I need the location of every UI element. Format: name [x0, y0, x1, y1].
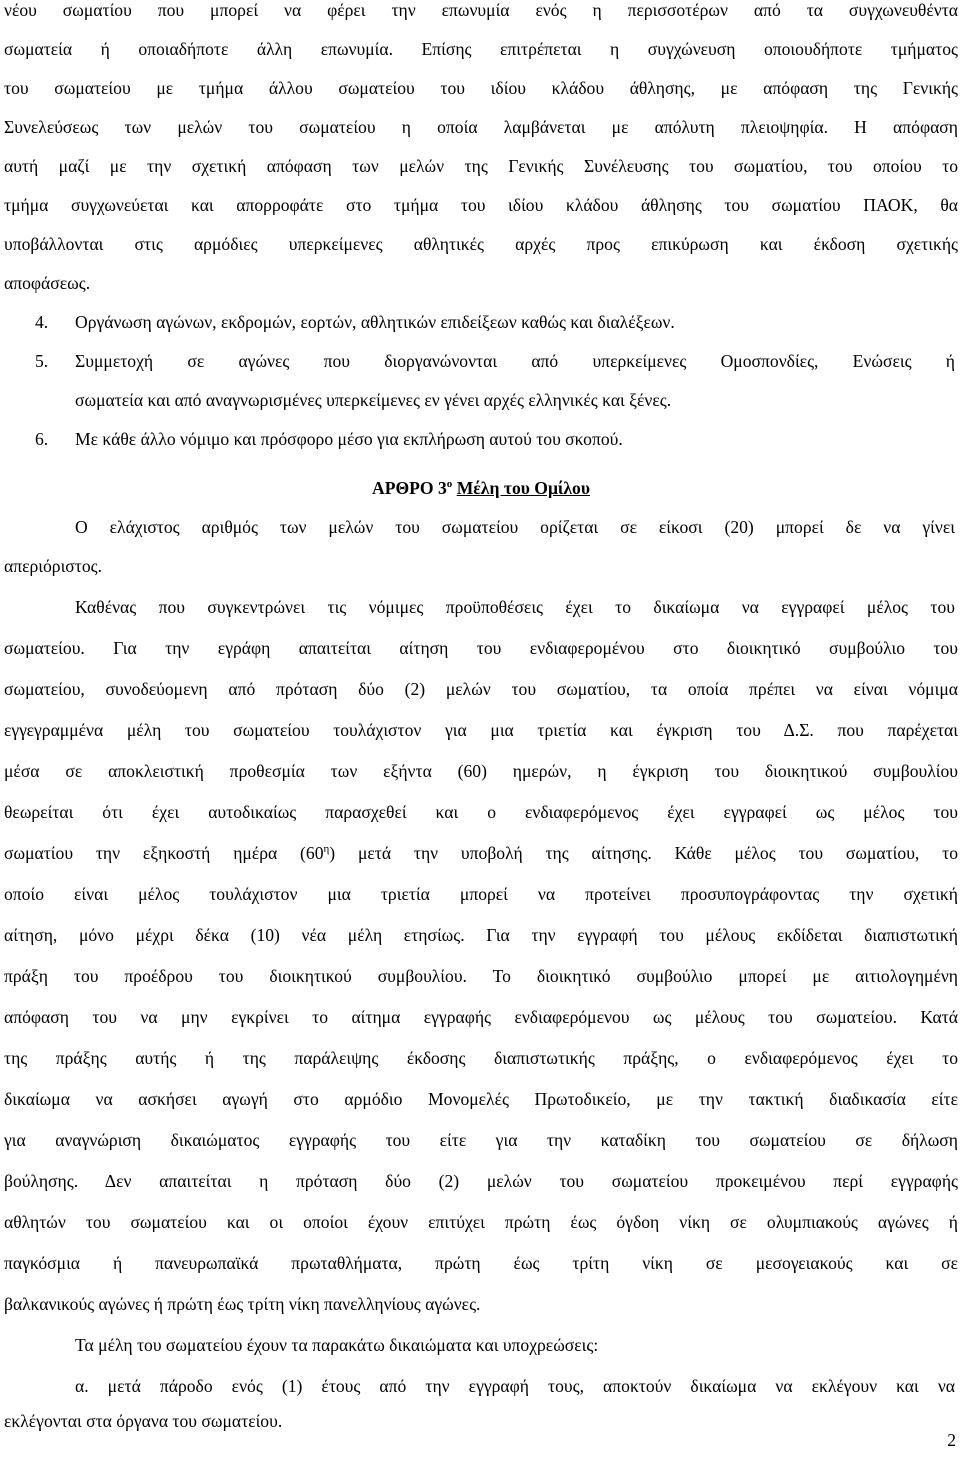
paragraph-3-line: για αναγνώριση δικαιώματος εγγραφής του είτε για την καταδίκη του σωματείου σε δήλωση	[4, 1130, 958, 1150]
paragraph-3-line: παγκόσμια ή πανευρωπαϊκά πρωταθλήματα, πρώτη έως τρίτη νίκη σε μεσογειακούς και σε	[4, 1253, 958, 1273]
paragraph-5-line: εκλέγονται στα όργανα του σωματείου.	[4, 1411, 283, 1431]
article-number: ΑΡΘΡΟ 3	[372, 478, 447, 498]
superscript: η	[323, 843, 330, 856]
paragraph-3-line: αίτηση, μόνο μέχρι δέκα (10) νέα μέλη ετησίως. Για την εγγραφή του μέλους εκδίδεται διαπιστωτική	[4, 925, 958, 945]
paragraph-3-line: της πράξης αυτής ή της παράλειψης έκδοσης διαπιστωτικής πράξης, ο ενδιαφερόμενος έχει το	[4, 1048, 958, 1068]
list-item-number: 5.	[35, 351, 49, 371]
article-title: Μέλη του Ομίλου	[456, 478, 590, 498]
paragraph-3-text: σωματίου την εξηκοστή ημέρα (60	[4, 843, 324, 863]
list-item-6	[35, 429, 935, 449]
paragraph-1-line: υποβάλλονται στις αρμόδιες υπερκείμενες αθλητικές αρχές προς επικύρωση και έκδοση σχετικής	[4, 234, 958, 254]
paragraph-1-line: αυτή μαζί με την σχετική απόφαση των μελών της Γενικής Συνέλευσης του σωματίου, του οποίου το	[4, 156, 958, 176]
page-number: 2	[947, 1430, 956, 1450]
article-heading	[4, 478, 958, 498]
paragraph-3-line: βούλησης. Δεν απαιτείται η πρόταση δύο (2) μελών του σωματείου προκειμένου περί εγγραφής	[4, 1171, 958, 1191]
paragraph-2-line: απεριόριστος.	[4, 556, 103, 576]
paragraph-3-line: σωματείου, συνοδεύομενη από πρόταση δύο (2) μελών του σωματίου, τα οποία πρέπει να είναι νόμιμα	[4, 679, 958, 699]
paragraph-3-line: βαλκανικούς αγώνες ή πρώτη έως τρίτη νίκη πανελληνίους αγώνες.	[4, 1294, 481, 1314]
paragraph-3-line: σωματείου. Για την εγράφη απαιτείται αίτηση του ενδιαφερομένου στο διοικητικό συμβούλιο του	[4, 638, 958, 658]
paragraph-3-line: απόφαση του να μην εγκρίνει το αίτημα εγγραφής ενδιαφερόμενου ως μέλους του σωματείου. Κατά	[4, 1007, 958, 1027]
paragraph-3-line	[4, 843, 958, 863]
paragraph-3-line: Καθένας που συγκεντρώνει τις νόμιμες προϋποθέσεις έχει το δικαίωμα να εγγραφεί μέλος του	[75, 597, 955, 617]
paragraph-1-line: νέου σωματίου που μπορεί να φέρει την επωνυμία ενός η περισσοτέρων από τα συγχωνευθέντα	[4, 0, 958, 20]
list-item-4	[35, 312, 935, 332]
paragraph-3-line: θεωρείται ότι έχει αυτοδικαίως παρασχεθεί και ο ενδιαφερόμενος έχει εγγραφεί ως μέλος του	[4, 802, 958, 822]
list-item-number: 6.	[35, 429, 49, 449]
paragraph-1-line: τμήμα συγχωνεύεται και απορροφάτε στο τμήμα του ιδίου κλάδου άθλησης του σωματίου ΠΑΟΚ, θα	[4, 195, 958, 215]
paragraph-4-line: Τα μέλη του σωματείου έχουν τα παρακάτω δικαιώματα και υποχρεώσεις:	[75, 1335, 599, 1355]
paragraph-3-line: αθλητών του σωματείου και οι οποίοι έχουν επιτύχει πρώτη έως όγδοη νίκη σε ολυμπιακούς αγώνες ή	[4, 1212, 958, 1232]
paragraph-1-line: Συνελεύσεως των μελών του σωματείου η οποία λαμβάνεται με απόλυτη πλειοψηφία. Η απόφαση	[4, 117, 958, 137]
paragraph-5-line: α. μετά πάροδο ενός (1) έτους από την εγγραφή τους, αποκτούν δικαίωμα να εκλέγουν και να	[75, 1376, 955, 1396]
article-number-superscript: ο	[446, 478, 453, 491]
list-item-text: σωματεία και από αναγνωρισμένες υπερκείμενες εν γένει αρχές ελληνικές και ξένες.	[75, 390, 672, 410]
paragraph-3-line: μέσα σε αποκλειστική προθεσμία των εξήντα (60) ημερών, η έγκριση του διοικητικού συμβουλίου	[4, 761, 958, 781]
list-item-number: 4.	[35, 312, 49, 332]
paragraph-1-line: του σωματείου με τμήμα άλλου σωματείου του ιδίου κλάδου άθλησης, με απόφαση της Γενικής	[4, 78, 958, 98]
paragraph-2-line: Ο ελάχιστος αριθμός των μελών του σωματείου ορίζεται σε είκοσι (20) μπορεί δε να γίνει	[75, 517, 955, 537]
paragraph-3-line: πράξη του προέδρου του διοικητικού συμβουλίου. Το διοικητικό συμβούλιο μπορεί με αιτιολογημένη	[4, 966, 958, 986]
list-item-text: Με κάθε άλλο νόμιμο και πρόσφορο μέσο για εκπλήρωση αυτού του σκοπού.	[75, 429, 623, 449]
paragraph-3-line: δικαίωμα να ασκήσει αγωγή στο αρμόδιο Μονομελές Πρωτοδικείο, με την τακτική διαδικασία είτε	[4, 1089, 958, 1109]
paragraph-1-line: αποφάσεως.	[4, 273, 91, 293]
list-item-text: Συμμετοχή σε αγώνες που διοργανώνονται από υπερκείμενες Ομοσπονδίες, Ενώσεις ή	[75, 351, 955, 371]
list-item-text: Οργάνωση αγώνων, εκδρομών, εορτών, αθλητικών επιδείξεων καθώς και διαλέξεων.	[75, 312, 675, 332]
paragraph-3-line: οποίο είναι μέλος τουλάχιστον μια τριετία μπορεί να προτείνει προσυπογράφοντας την σχετική	[4, 884, 958, 904]
paragraph-1-line: σωματεία ή οποιαδήποτε άλλη επωνυμία. Επίσης επιτρέπεται η συγχώνευση οποιουδήποτε τμήματος	[4, 39, 958, 59]
paragraph-3-line: εγγεγραμμένα μέλη του σωματείου τουλάχιστον για μια τριετία και έγκριση του Δ.Σ. που παρέχεται	[4, 720, 958, 740]
paragraph-3-text: ) μετά την υποβολή της αίτησης. Κάθε μέλος του σωματίου, το	[329, 843, 959, 863]
